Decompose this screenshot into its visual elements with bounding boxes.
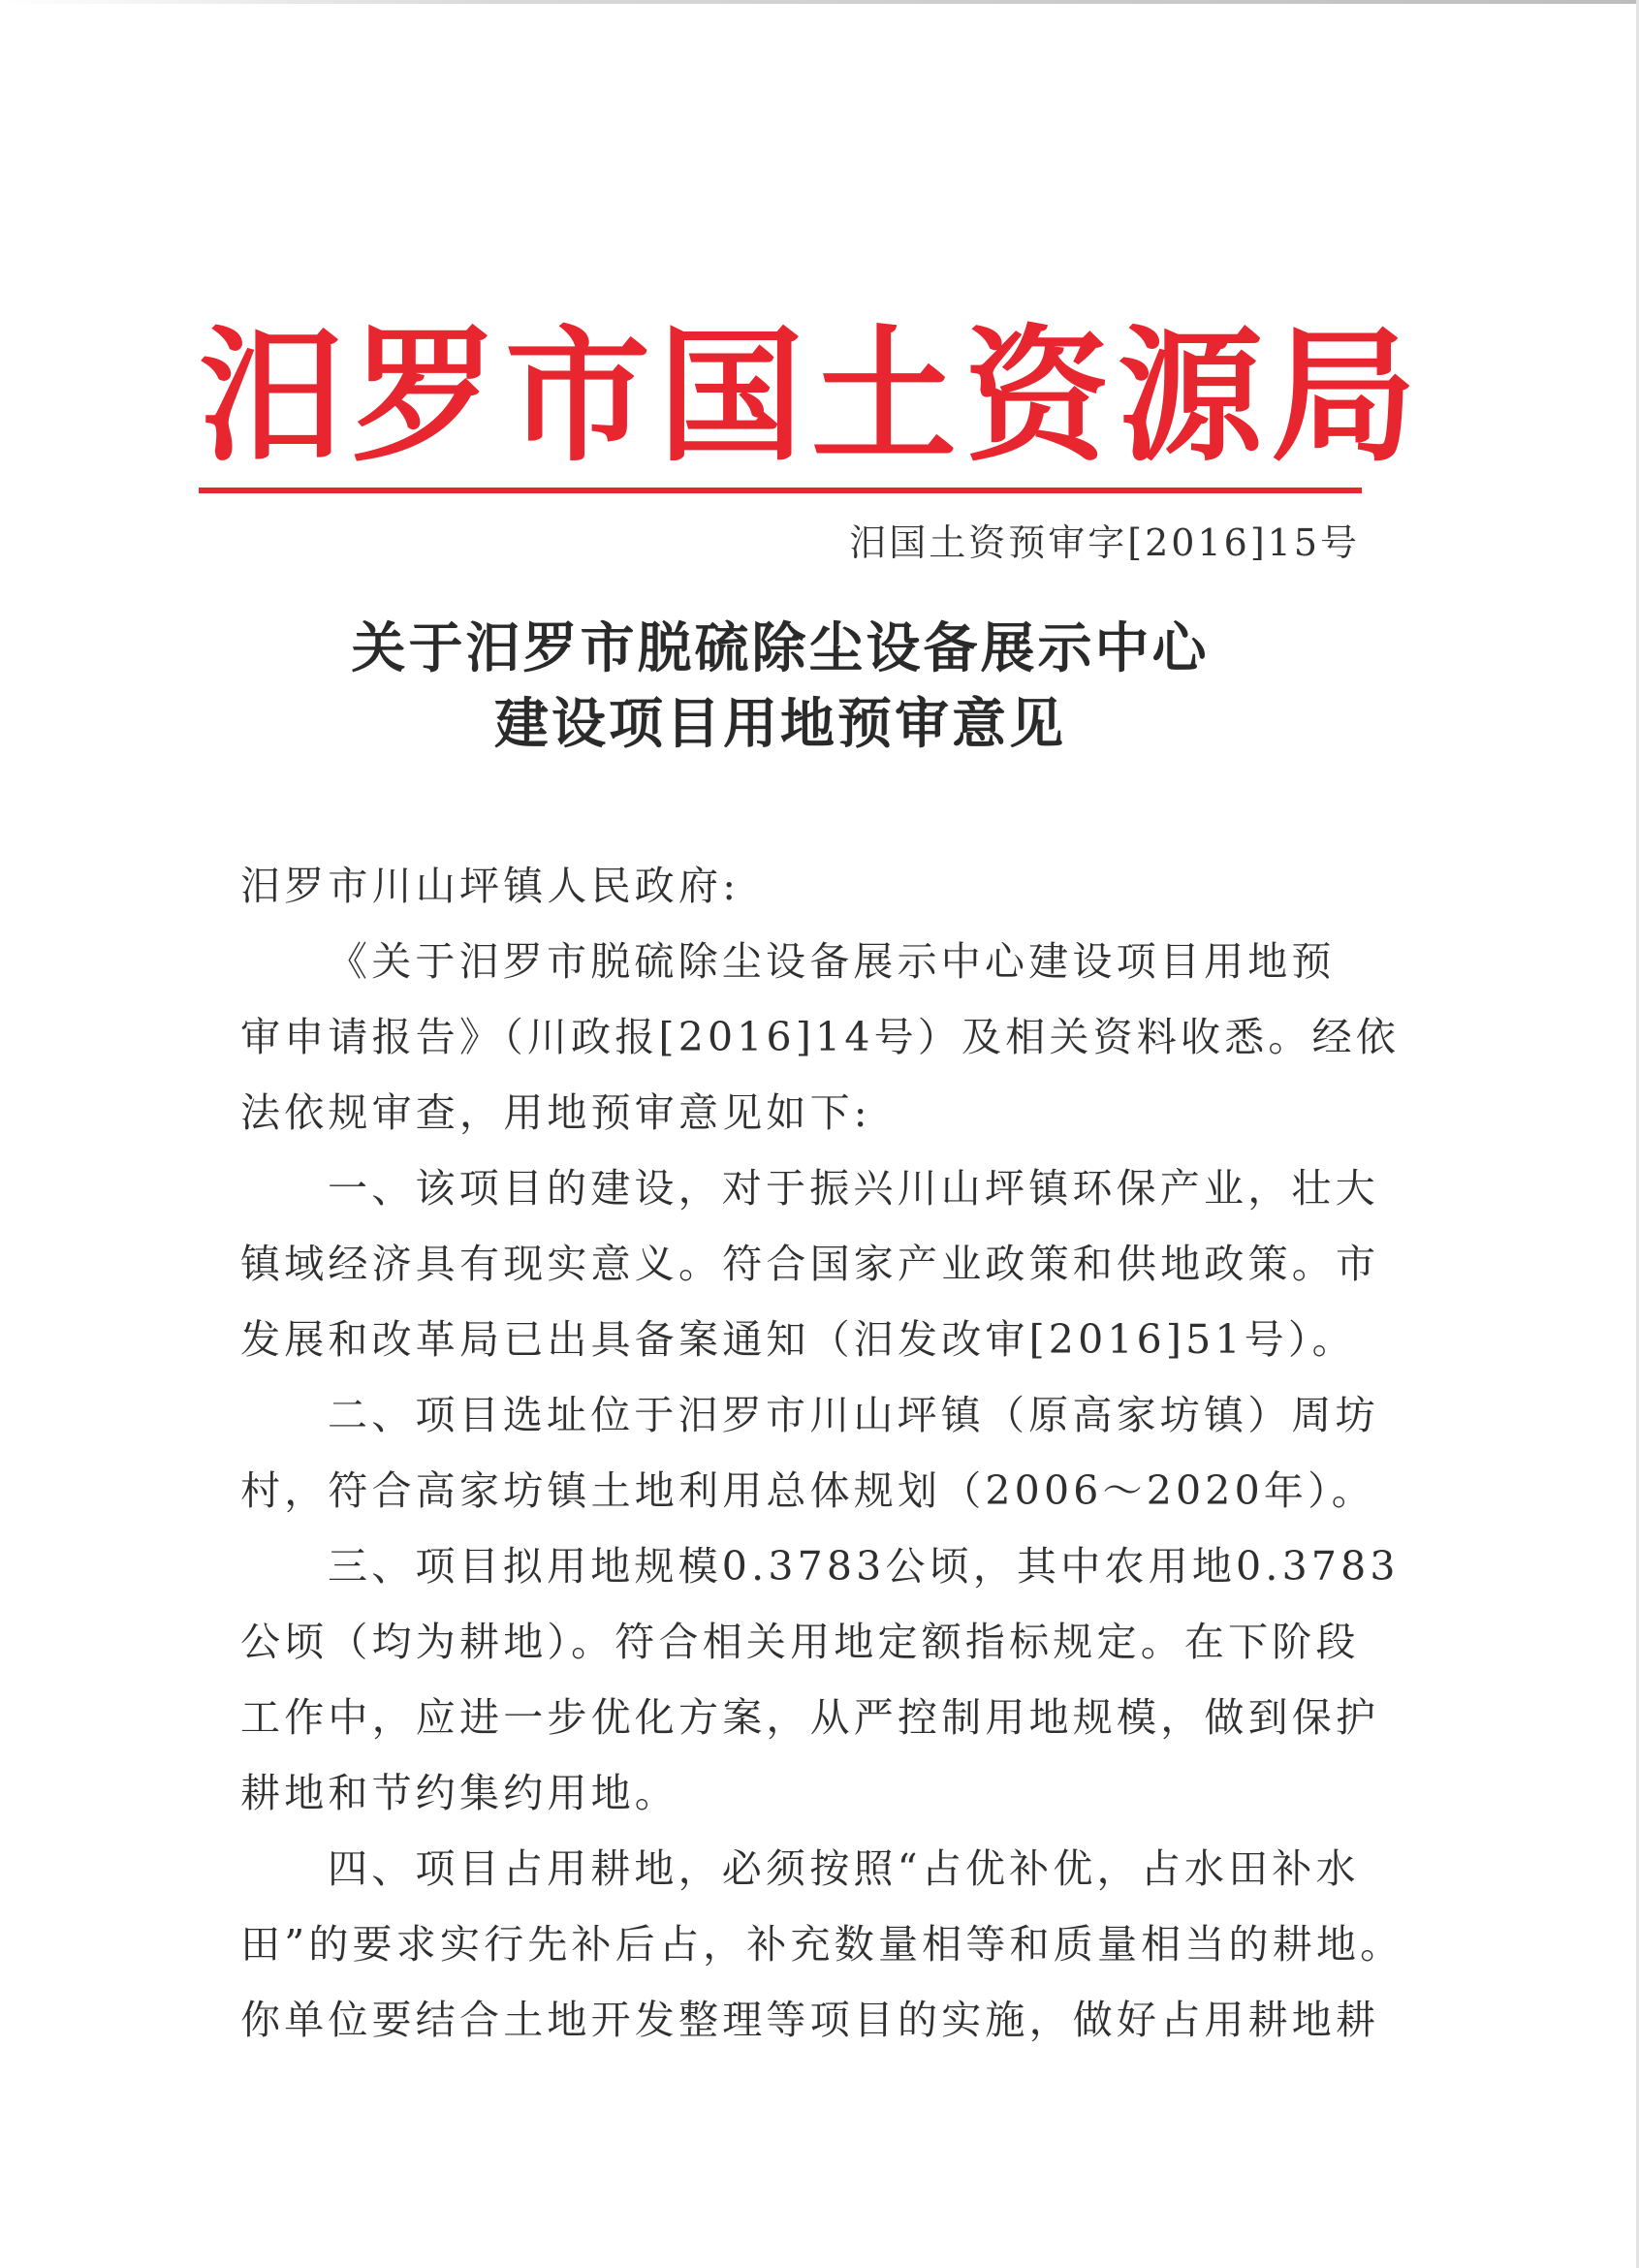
body-line: 法依规审查，用地预审意见如下: [240, 1089, 871, 1136]
document-title-line-1: 关于汨罗市脱硫除尘设备展示中心 [351, 617, 1210, 680]
body-line: 工作中，应进一步优化方案，从严控制用地规模，做到保护 [240, 1694, 1380, 1741]
body-line: 《关于汨罗市脱硫除尘设备展示中心建设项目用地预 [328, 938, 1336, 985]
body-line: 公顷（均为耕地）。符合相关用地定额指标规定。在下阶段 [240, 1619, 1360, 1665]
issuer-header: 汨罗市国土资源局 [199, 313, 1425, 482]
body-line: 三、项目拟用地规模0.3783公顷，其中农用地0.3783 [328, 1543, 1400, 1590]
body-line: 四、项目占用耕地，必须按照“占优补优，占水田补水 [328, 1845, 1360, 1892]
document-body [240, 848, 1404, 2058]
body-line: 二、项目选址位于汨罗市川山坪镇（原高家坊镇）周坊 [328, 1392, 1379, 1438]
document-title-line-2: 建设项目用地预审意见 [494, 693, 1066, 756]
body-line: 一、该项目的建设，对于振兴川山坪镇环保产业，壮大 [328, 1165, 1379, 1212]
body-line: 耕地和节约集约用地。 [240, 1770, 678, 1816]
scan-edge-top [0, 0, 1639, 4]
body-line: 田”的要求实行先补后占，补充数量相等和质量相当的耕地。 [240, 1921, 1404, 1968]
body-line: 镇域经济具有现实意义。符合国家产业政策和供地政策。市 [240, 1241, 1380, 1287]
body-line: 你单位要结合土地开发整理等项目的实施，做好占用耕地耕 [240, 1997, 1380, 2043]
body-line: 村，符合高家坊镇土地利用总体规划（2006～2020年）。 [240, 1467, 1375, 1514]
body-line: 发展和改革局已出具备案通知（汨发改审[2016]51号）。 [240, 1316, 1356, 1363]
red-header-rule [199, 488, 1362, 493]
addressee: 汨罗市川山坪镇人民政府: [240, 863, 741, 909]
body-line: 审申请报告》（川政报[2016]14号）及相关资料收悉。经依 [240, 1014, 1401, 1060]
document-number: 汨国土资预审字[2016]15号 [849, 521, 1360, 564]
